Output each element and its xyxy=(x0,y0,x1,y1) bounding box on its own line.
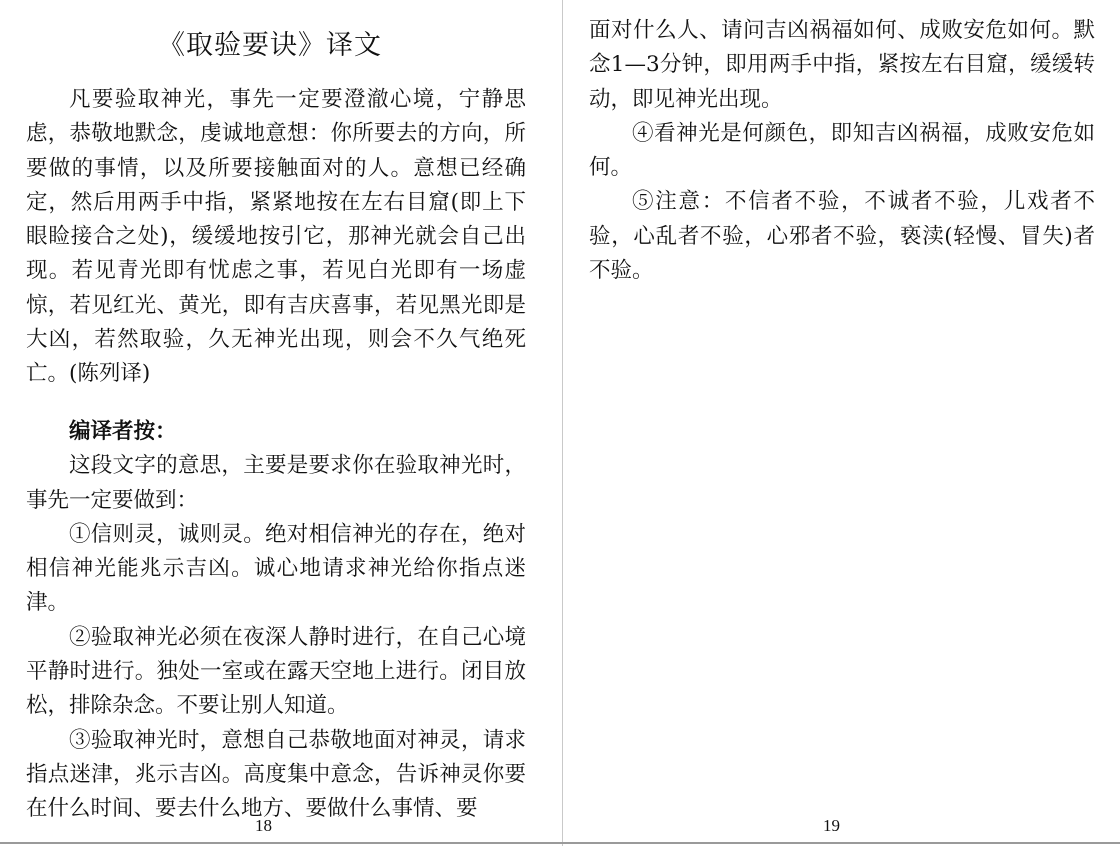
page-number-right: 19 xyxy=(823,816,840,835)
right-text-block xyxy=(589,14,1095,288)
note-heading: 编译者按： xyxy=(69,419,177,444)
page-title: 《取验要诀》译文 xyxy=(158,30,382,61)
translation-paragraph: 凡要验取神光，事先一定要澄澈心境，宁静思虑，恭敬地默念，虔诚地意想：你所要去的方向，所要做的事情，以及所要接触面对的人。意想已经确定，然后用两手中指，紧紧地按在左右目窟(即上下眼睑接合之处)，缓缓地按引它，那神光就会自己出现。若见青光即有忧虑之事，若见白光即有一场虚惊，若见红光、黄光，即有吉庆喜事，若见黑光即是大凶，若然取验，久无神光出现，则会不久气绝死亡。(陈列译) xyxy=(26,87,526,387)
note-item-3: ③验取神光时，意想自己恭敬地面对神灵，请求指点迷津，兆示吉凶。高度集中意念，告诉神灵你要在什么时间、要去什么地方、要做什么事情、要 xyxy=(26,727,526,822)
page-number-left: 18 xyxy=(255,816,272,835)
translator-notes-block xyxy=(26,415,526,827)
note-item-5: ⑤注意：不信者不验，不诚者不验，儿戏者不验，心乱者不验，心邪者不验，亵渎(轻慢、冒失)者不验。 xyxy=(589,189,1095,284)
bottom-edge-rule xyxy=(0,842,1120,844)
note-item-4: ④看神光是何颜色，即知吉凶祸福，成败安危如何。 xyxy=(589,120,1095,181)
note-item-2: ②验取神光必须在夜深人静时进行，在自己心境平静时进行。独处一室或在露天空地上进行。闭目放松，排除杂念。不要让别人知道。 xyxy=(26,624,526,719)
note-item-1: ①信则灵，诚则灵。绝对相信神光的存在，绝对相信神光能兆示吉凶。诚心地请求神光给你指点迷津。 xyxy=(26,521,526,616)
right-page xyxy=(563,0,1120,846)
translation-block xyxy=(26,83,526,392)
note-item-3-continued: 面对什么人、请问吉凶祸福如何、成败安危如何。默念1—3分钟，即用两手中指，紧按左右目窟，缓缓转动，即见神光出现。 xyxy=(589,18,1095,112)
note-intro-paragraph: 这段文字的意思，主要是要求你在验取神光时，事先一定要做到： xyxy=(26,453,526,513)
